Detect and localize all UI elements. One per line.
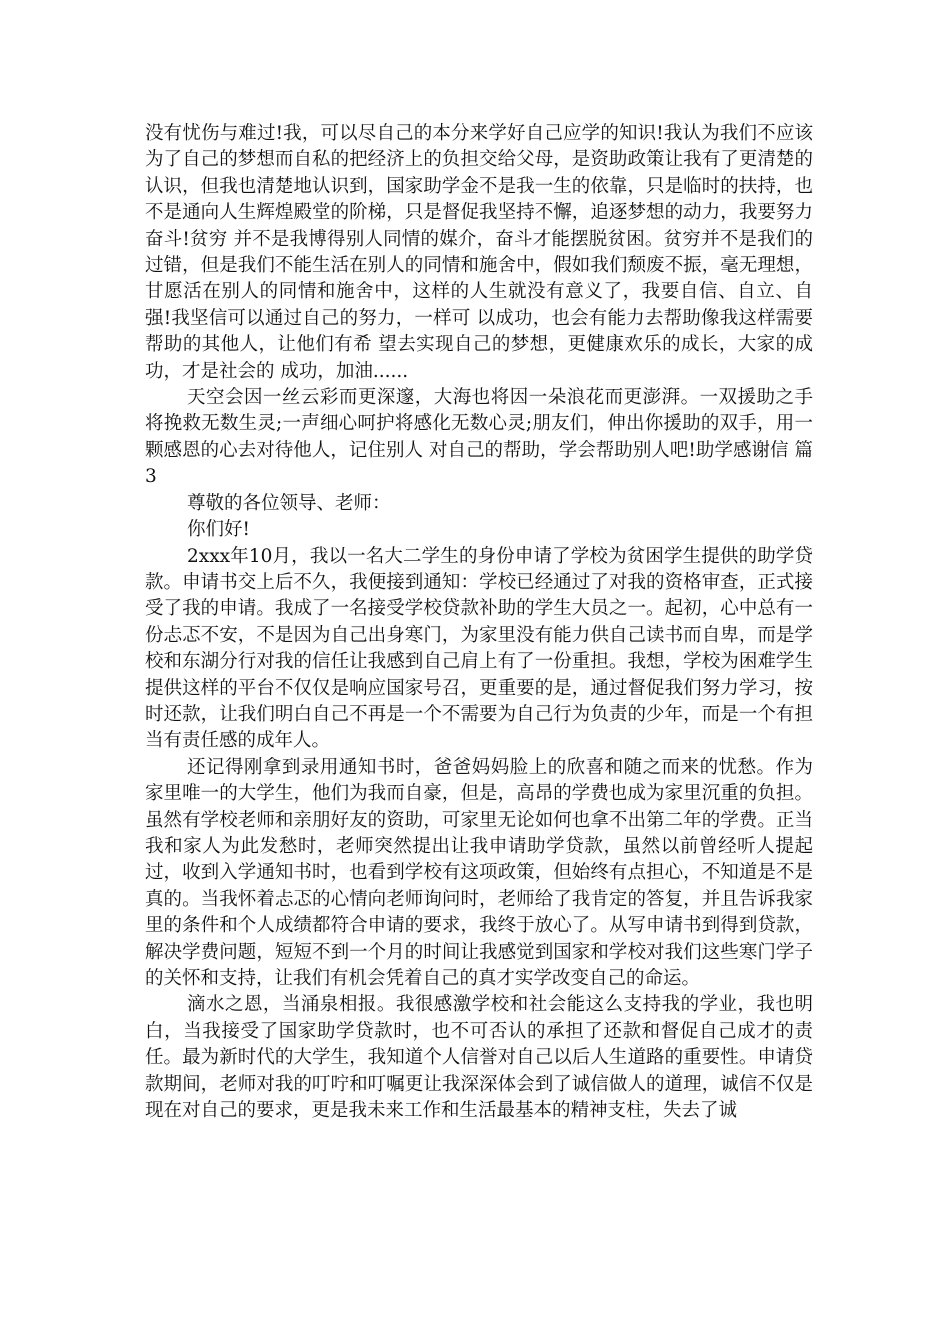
paragraph-1: 没有忧伤与难过!我，可以尽自己的本分来学好自己应学的知识!我认为我们不应该为了自己的梦想而自私的把经济上的负担交给父母，是资助政策让我有了更清楚的认识，但我也清楚地认识到，国家助学金不是我一生的依靠，只是临时的扶持，也不是通向人生辉煌殿堂的阶梯，只是督促我坚持不懈，追逐梦想的动力，我要努力奋斗!贫穷 并不是我博得别人同情的媒介，奋斗才能摆脱贫困。贫穷并不是我们的过错，但是我们不能生活在别人的同情和施舍中，假如我们颓废不振，毫无理想，甘愿活在别人的同情和施舍中，这样的人生就没有意义了，我要自信、自立、自强!我坚信可以通过自己的努力，一样可 以成功，也会有能力去帮助像我这样需要帮助的其他人，让他们有希 望去实现自己的梦想，更健康欢乐的成长，大家的成功，才是社会的 成功，加油...... <box>145 123 813 382</box>
paragraph-5: 2xxx年10月，我以一名大二学生的身份申请了学校为贫困学生提供的助学贷款。申请书交上后不久，我便接到通知：学校已经通过了对我的资格审查，正式接受了我的申请。我成了一名接受学校贷款补助的学生大员之一。起初，心中总有一份忐忑不安，不是因为自己出身寒门，为家里没有能力供自己读书而自卑，而是学校和东湖分行对我的信任让我感到自己肩上有了一份重担。我想，学校为困难学生提供这样的平台不仅仅是响应国家号召，更重要的是，通过督促我们努力学习，按时还款，让我们明白自己不再是一个不需要为自己行为负责的少年，而是一个有担当有责任感的成年人。 <box>145 545 813 752</box>
paragraph-7: 滴水之恩，当涌泉相报。我很感激学校和社会能这么支持我的学业，我也明白，当我接受了国家助学贷款时，也不可否认的承担了还款和督促自己成才的责任。最为新时代的大学生，我知道个人信誉对自己以后人生道路的重要性。申请贷款期间，老师对我的叮咛和叮嘱更让我深深体会到了诚信做人的道理，诚信不仅是现在对自己的要求，更是我未来工作和生活最基本的精神支柱，失去了诚 <box>145 994 813 1122</box>
paragraph-2: 天空会因一丝云彩而更深邃，大海也将因一朵浪花而更澎湃。一双援助之手将挽救无数生灵;一声细心呵护将感化无数心灵;朋友们，伸出你援助的双手，用一颗感恩的心去对待他人，记住别人 对自己的帮助，学会帮助别人吧!助学感谢信 篇3 <box>145 387 813 488</box>
salutation: 尊敬的各位领导、老师： <box>187 492 391 514</box>
paragraph-6: 还记得刚拿到录用通知书时，爸爸妈妈脸上的欣喜和随之而来的忧愁。作为家里唯一的大学生，他们为我而自豪，但是，高昂的学费也成为家里沉重的负担。虽然有学校老师和亲朋好友的资助，可家里无论如何也拿不出第二年的学费。正当我和家人为此发愁时，老师突然提出让我申请助学贷款，虽然以前曾经听人提起过，收到入学通知书时，也看到学校有这项政策，但始终有点担心，不知道是不是真的。当我怀着忐忑的心情向老师询问时，老师给了我肯定的答复，并且告诉我家里的条件和个人成绩都符合申请的要求，我终于放心了。从写申请书到得到贷款，解决学费问题，短短不到一个月的时间让我感觉到国家和学校对我们这些寒门学子的关怀和支持，让我们有机会凭着自己的真才实学改变自己的命运。 <box>145 756 813 989</box>
greeting: 你们好! <box>187 519 250 541</box>
document-body <box>145 121 813 1124</box>
